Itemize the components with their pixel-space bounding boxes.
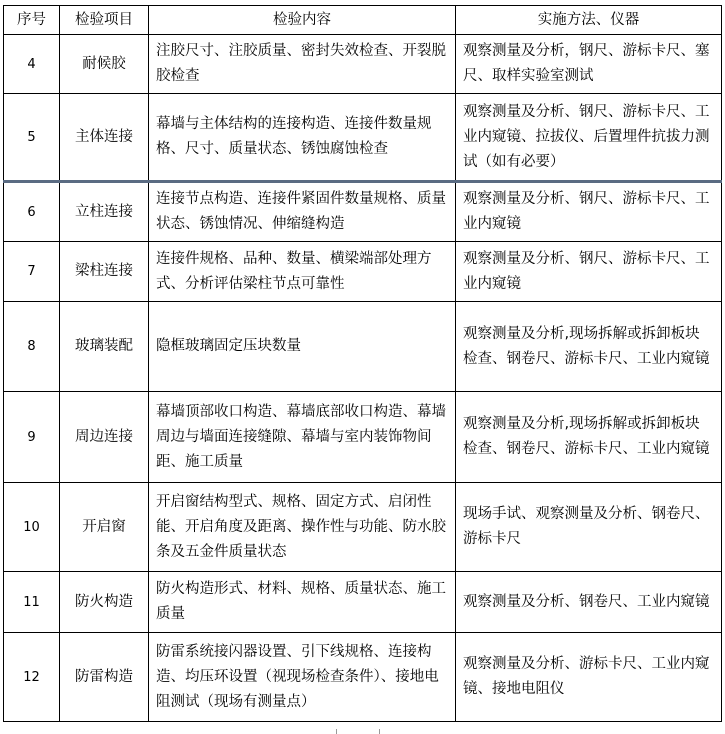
row-index: 10 xyxy=(4,483,60,572)
row-index: 8 xyxy=(4,302,60,392)
row-content: 注胶尺寸、注胶质量、密封失效检查、开裂脱胶检查 xyxy=(149,35,456,94)
row-item: 玻璃装配 xyxy=(60,302,149,392)
row-item: 立柱连接 xyxy=(60,182,149,242)
row-content: 连接节点构造、连接件紧固件数量规格、质量状态、锈蚀情况、伸缩缝构造 xyxy=(149,182,456,242)
table-row xyxy=(4,572,722,633)
table-row xyxy=(4,302,722,392)
table-row xyxy=(4,182,722,242)
row-index: 6 xyxy=(4,182,60,242)
table-row xyxy=(4,392,722,483)
row-index: 11 xyxy=(4,572,60,633)
table-header-row xyxy=(4,6,722,35)
inspection-table xyxy=(3,5,722,722)
row-content: 隐框玻璃固定压块数量 xyxy=(149,302,456,392)
row-content: 开启窗结构型式、规格、固定方式、启闭性能、开启角度及距离、操作性与功能、防水胶条及五金件质量状态 xyxy=(149,483,456,572)
row-method: 观察测量及分析,现场拆解或拆卸板块检查、钢卷尺、游标卡尺、工业内窥镜 xyxy=(456,392,722,483)
row-content: 幕墙顶部收口构造、幕墙底部收口构造、幕墙周边与墙面连接缝隙、幕墙与室内装饰物间距、施工质量 xyxy=(149,392,456,483)
row-item: 梁柱连接 xyxy=(60,242,149,302)
row-method: 观察测量及分析、钢尺、游标卡尺、工业内窥镜 xyxy=(456,182,722,242)
page-edge-mark xyxy=(336,729,380,734)
row-item: 主体连接 xyxy=(60,94,149,182)
table-row xyxy=(4,483,722,572)
table-row xyxy=(4,633,722,722)
row-method: 观察测量及分析、钢尺、游标卡尺、工业内窥镜、拉拔仪、后置埋件抗拔力测试（如有必要） xyxy=(456,94,722,182)
header-index: 序号 xyxy=(4,6,60,35)
table-row xyxy=(4,35,722,94)
row-method: 观察测量及分析、游标卡尺、工业内窥镜、接地电阻仪 xyxy=(456,633,722,722)
row-index: 5 xyxy=(4,94,60,182)
row-method: 观察测量及分析、钢卷尺、工业内窥镜 xyxy=(456,572,722,633)
row-item: 耐候胶 xyxy=(60,35,149,94)
row-content: 防雷系统接闪器设置、引下线规格、连接构造、均压环设置（视现场检查条件）、接地电阻测试（现场有测量点） xyxy=(149,633,456,722)
table-row xyxy=(4,242,722,302)
row-content: 幕墙与主体结构的连接构造、连接件数量规格、尺寸、质量状态、锈蚀腐蚀检查 xyxy=(149,94,456,182)
row-content: 防火构造形式、材料、规格、质量状态、施工质量 xyxy=(149,572,456,633)
row-item: 防火构造 xyxy=(60,572,149,633)
row-method: 现场手试、观察测量及分析、钢卷尺、游标卡尺 xyxy=(456,483,722,572)
row-item: 开启窗 xyxy=(60,483,149,572)
row-method: 观察测量及分析,现场拆解或拆卸板块检查、钢卷尺、游标卡尺、工业内窥镜 xyxy=(456,302,722,392)
row-method: 观察测量及分析、钢尺、游标卡尺、工业内窥镜 xyxy=(456,242,722,302)
row-content: 连接件规格、品种、数量、横梁端部处理方式、分析评估梁柱节点可靠性 xyxy=(149,242,456,302)
table-row xyxy=(4,94,722,182)
row-index: 12 xyxy=(4,633,60,722)
row-index: 7 xyxy=(4,242,60,302)
header-content: 检验内容 xyxy=(149,6,456,35)
header-method: 实施方法、仪器 xyxy=(456,6,722,35)
row-item: 周边连接 xyxy=(60,392,149,483)
row-index: 9 xyxy=(4,392,60,483)
row-item: 防雷构造 xyxy=(60,633,149,722)
row-index: 4 xyxy=(4,35,60,94)
row-method: 观察测量及分析，钢尺、游标卡尺、塞尺、取样实验室测试 xyxy=(456,35,722,94)
header-item: 检验项目 xyxy=(60,6,149,35)
